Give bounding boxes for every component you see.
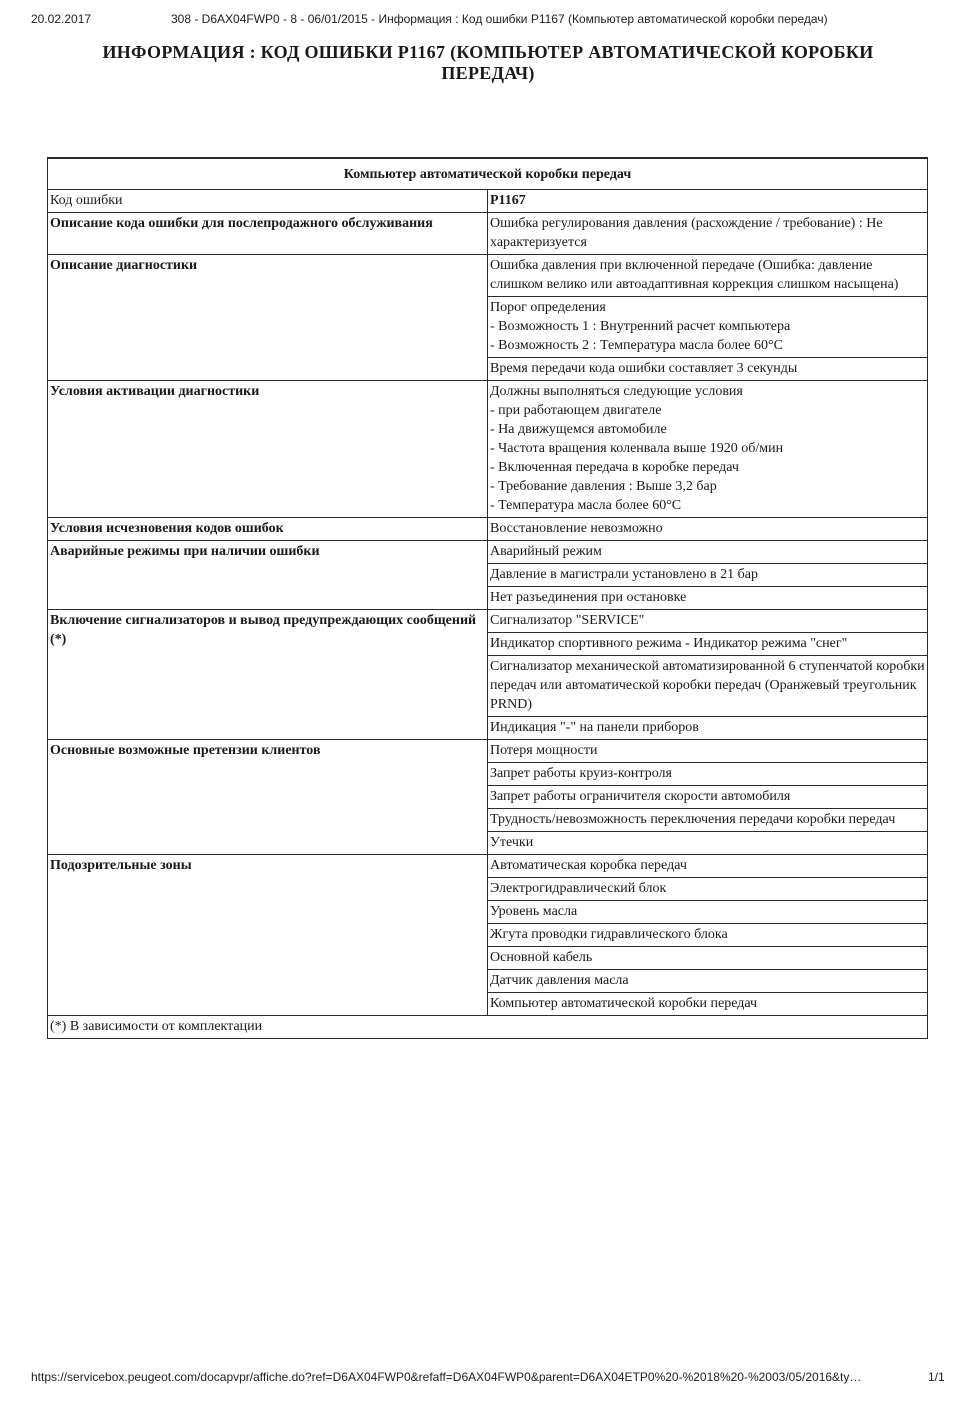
disappearance-label: Условия исчезновения кодов ошибок xyxy=(48,518,488,541)
warnings-label: Включение сигнализаторов и вывод предупреждающих сообщений (*) xyxy=(48,610,488,740)
diag-desc-value-1 xyxy=(488,255,928,297)
threshold-line: - Возможность 1 : Внутренний расчет компьютера xyxy=(490,319,791,334)
print-date: 20.02.2017 xyxy=(31,12,92,26)
emergency-value: Аварийный режим xyxy=(488,541,928,564)
diag-desc-value-3 xyxy=(488,358,928,381)
activation-line: - при работающем двигателе xyxy=(490,403,662,418)
table-row-warnings xyxy=(48,610,928,633)
code-label: Код ошибки xyxy=(48,190,488,213)
complaints-value: Трудность/невозможность переключения передачи коробки передач xyxy=(488,809,928,832)
complaints-value: Потеря мощности xyxy=(488,740,928,763)
suspect-zones-label: Подозрительные зоны xyxy=(48,855,488,1016)
table-row-diag-desc xyxy=(48,255,928,297)
code-value: P1167 xyxy=(488,190,928,213)
emergency-value: Нет разъединения при остановке xyxy=(488,587,928,610)
table-row-suspect-zones xyxy=(48,855,928,878)
emergency-value: Давление в магистрали установлено в 21 бар xyxy=(488,564,928,587)
service-desc-value: Ошибка регулирования давления (расхождение / требование) : Не характеризуется xyxy=(488,213,928,255)
activation-line: Должны выполняться следующие условия xyxy=(490,384,743,399)
suspect-zone-value: Датчик давления масла xyxy=(488,970,928,993)
suspect-zone-value: Уровень масла xyxy=(488,901,928,924)
table-row-activation xyxy=(48,381,928,518)
threshold-line: - Возможность 2 : Температура масла более 60°C xyxy=(490,338,783,353)
page-title xyxy=(48,42,928,84)
table-caption: Компьютер автоматической коробки передач xyxy=(48,158,928,190)
print-header xyxy=(0,12,960,32)
disappearance-value: Восстановление невозможно xyxy=(488,518,928,541)
page-number: 1/1 xyxy=(928,1370,945,1384)
suspect-zone-value: Жгута проводки гидравлического блока xyxy=(488,924,928,947)
diag-desc-value-2 xyxy=(488,297,928,358)
warnings-value: Индикация "-" на панели приборов xyxy=(488,717,928,740)
activation-line: - Частота вращения коленвала выше 1920 об/мин xyxy=(490,441,784,456)
activation-line: - Требование давления : Выше 3,2 бар xyxy=(490,479,717,494)
print-url: https://servicebox.peugeot.com/docapvpr/affiche.do?ref=D6AX04FWP0&refaff=D6AX04FWP0&parent=D6AX04ETP0%20-%2018%20-%2003/05/2016&ty… xyxy=(31,1370,862,1384)
table-caption-row xyxy=(48,158,928,190)
activation-line: - Температура масла более 60°C xyxy=(490,498,682,513)
table-row-emergency xyxy=(48,541,928,564)
suspect-zone-value: Компьютер автоматической коробки передач xyxy=(488,993,928,1016)
suspect-zone-value: Автоматическая коробка передач xyxy=(488,855,928,878)
complaints-value: Утечки xyxy=(488,832,928,855)
suspect-zone-value: Основной кабель xyxy=(488,947,928,970)
warnings-value: Индикатор спортивного режима - Индикатор режима "снег" xyxy=(488,633,928,656)
suspect-zone-value: Электрогидравлический блок xyxy=(488,878,928,901)
table-row-service-desc xyxy=(48,213,928,255)
diag-desc-text: Ошибка давления при включенной передаче (Ошибка: давление слишком велико или автоадаптивная коррекция слишком насыщена) xyxy=(490,258,899,292)
activation-label: Условия активации диагностики xyxy=(48,381,488,518)
warnings-value: Сигнализатор "SERVICE" xyxy=(488,610,928,633)
page-title-line-1: ИНФОРМАЦИЯ : КОД ОШИБКИ P1167 (КОМПЬЮТЕР АВТОМАТИЧЕСКОЙ КОРОБКИ xyxy=(102,42,874,62)
activation-value xyxy=(488,381,928,518)
fault-info-table xyxy=(47,157,928,1039)
service-desc-label: Описание кода ошибки для послепродажного обслуживания xyxy=(48,213,488,255)
table-row-complaints xyxy=(48,740,928,763)
print-doc-title: 308 - D6AX04FWP0 - 8 - 06/01/2015 - Информация : Код ошибки P1167 (Компьютер автоматической коробки передач) xyxy=(171,12,828,26)
activation-line: - На движущемся автомобиле xyxy=(490,422,667,437)
complaints-value: Запрет работы ограничителя скорости автомобиля xyxy=(488,786,928,809)
diag-desc-label: Описание диагностики xyxy=(48,255,488,381)
complaints-label: Основные возможные претензии клиентов xyxy=(48,740,488,855)
page-title-line-2: ПЕРЕДАЧ) xyxy=(441,63,535,83)
warnings-value: Сигнализатор механической автоматизированной 6 ступенчатой коробки передач или автоматической коробки передач (Оранжевый треугольник PRND) xyxy=(488,656,928,717)
table-row-code xyxy=(48,190,928,213)
threshold-line: Порог определения xyxy=(490,300,606,315)
table-row-disappearance xyxy=(48,518,928,541)
emergency-label: Аварийные режимы при наличии ошибки xyxy=(48,541,488,610)
activation-line: - Включенная передача в коробке передач xyxy=(490,460,739,475)
footnote: (*) В зависимости от комплектации xyxy=(48,1016,928,1039)
complaints-value: Запрет работы круиз-контроля xyxy=(488,763,928,786)
table-row-footnote xyxy=(48,1016,928,1039)
diag-time-text: Время передачи кода ошибки составляет 3 секунды xyxy=(490,361,798,376)
print-footer xyxy=(0,1370,960,1390)
